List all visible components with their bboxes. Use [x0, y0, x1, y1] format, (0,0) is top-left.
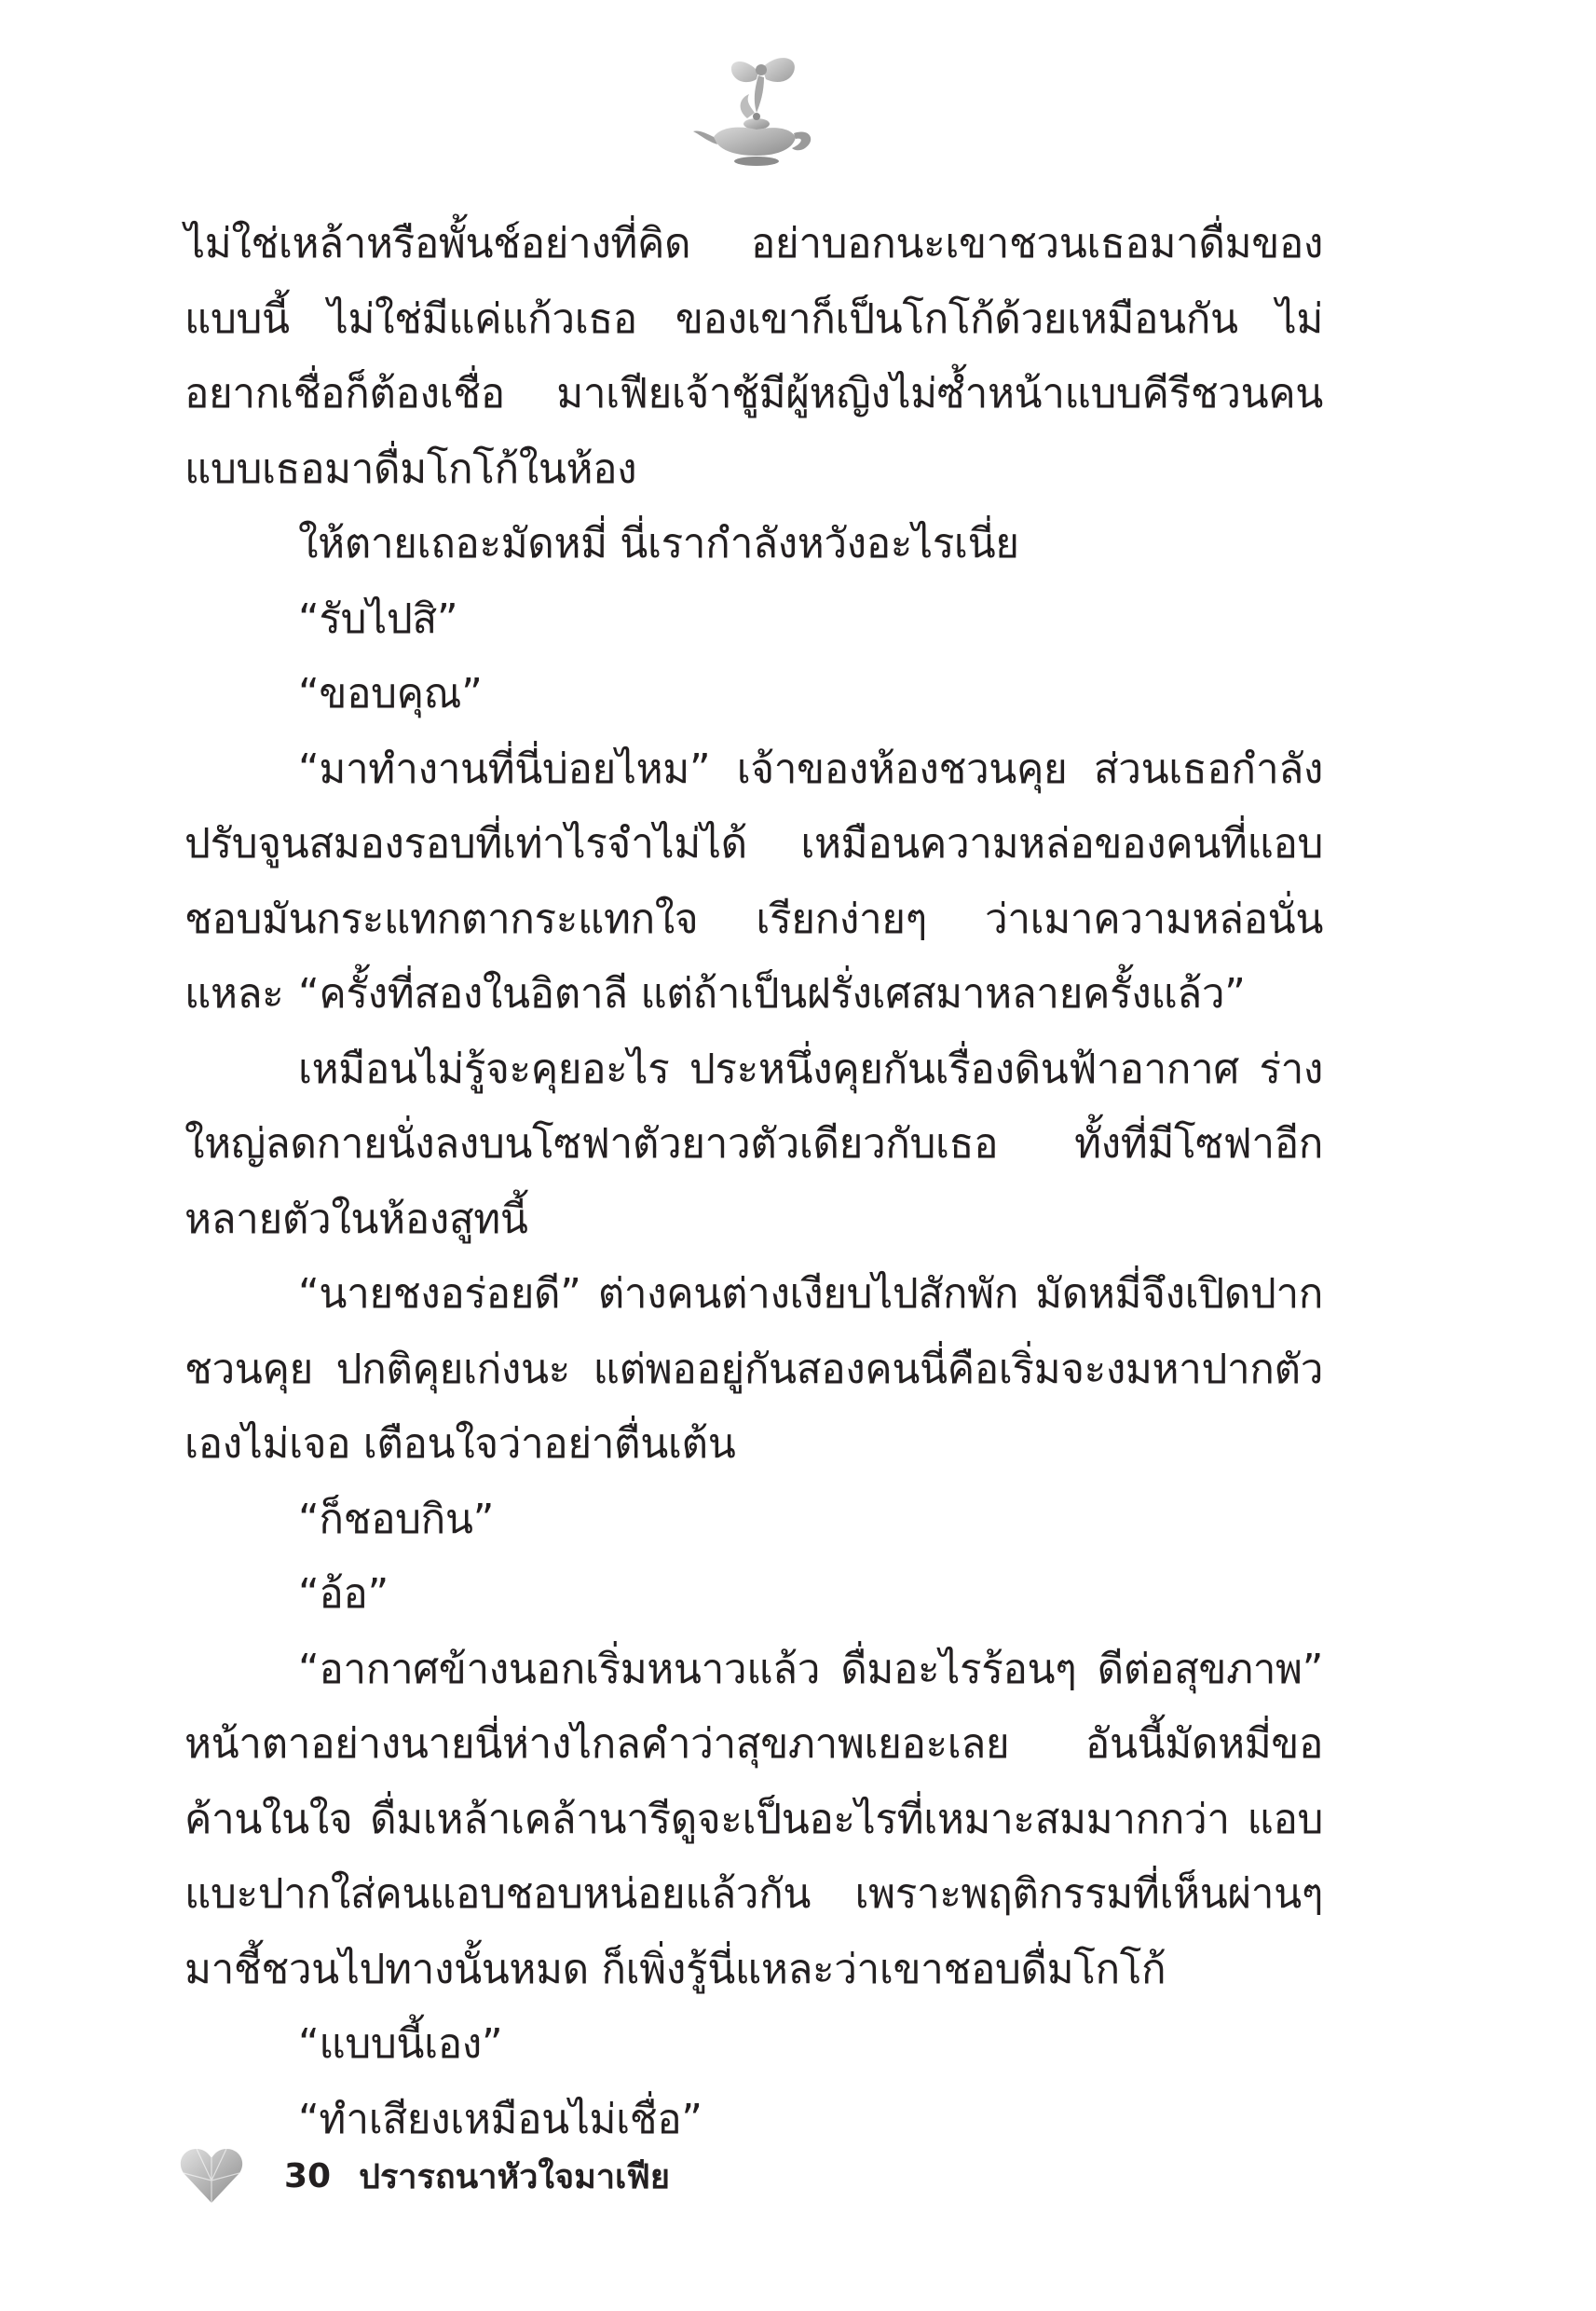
paragraph: “ก็ชอบกิน” — [298, 1495, 494, 1543]
paragraph: “ขอบคุณ” — [298, 670, 483, 718]
paragraph: “อ้อ” — [298, 1570, 389, 1618]
page-number: 30 — [284, 2156, 332, 2195]
paragraph: “อากาศข้างนอกเริ่มหนาวแล้ว ดื่มอะไรร้อนๆ ดีต่อสุขภาพ” หน้าตาอย่างนายนี่ห่างไกลคำว่าสุขภาพเยอะเลย อันนี้มัดหมี่ขอค้านในใจ ดื่มเหล้าเคล้านารีดูจะเป็นอะไรที่เหมาะสมมากกว่า แอบแบะปากใส่คนแอบชอบหน่อยแล้วกัน เพราะพฤติกรรมที่เห็นผ่านๆ มาชี้ชวนไปทางนั้นหมด ก็เพิ่งรู้นี่แหละว่าเขาชอบดื่มโกโก้ — [184, 1645, 1323, 1993]
paragraph: “มาทำงานที่นี่บ่อยไหม” เจ้าของห้องชวนคุย ส่วนเธอกำลังปรับจูนสมองรอบที่เท่าไรจำไม่ได้ เหมือนความหล่อของคนที่แอบชอบมันกระแทกตากระแทกใจ เรียกง่ายๆ ว่าเมาความหล่อนั่นแหละ — [184, 745, 1323, 1018]
genie-lamp-ornament-icon — [689, 51, 820, 172]
page-footer — [180, 2143, 670, 2208]
paragraph: “ทำเสียงเหมือนไม่เชื่อ” — [298, 2095, 703, 2143]
paragraph: “แบบนี้เอง” — [298, 2020, 503, 2068]
book-title: ปรารถนาหัวใจมาเฟีย — [359, 2157, 670, 2196]
paragraph: ให้ตายเถอะมัดหมี่ นี่เรากำลังหวังอะไรเนี่ย — [298, 520, 1019, 567]
paragraph: “นายชงอร่อยดี” ต่างคนต่างเงียบไปสักพัก มัดหมี่จึงเปิดปากชวนคุย ปกติคุยเก่งนะ แต่พออยู่กันสองคนนี่คือเริ่มจะงมหาปากตัวเองไม่เจอ เตือนใจว่าอย่าตื่นเต้น — [184, 1270, 1323, 1468]
body-text — [184, 207, 1323, 2157]
heart-icon — [180, 2147, 243, 2205]
paragraph: เหมือนไม่รู้จะคุยอะไร ประหนึ่งคุยกันเรื่องดินฟ้าอากาศ ร่างใหญ่ลดกายนั่งลงบนโซฟาตัวยาวตัวเดียวกับเธอ ทั้งที่มีโซฟาอีกหลายตัวในห้องสูทนี้ — [184, 1045, 1323, 1243]
paragraph: “ครั้งที่สองในอิตาลี แต่ถ้าเป็นฝรั่งเศสมาหลายครั้งแล้ว” — [298, 970, 1246, 1018]
paragraph: ไม่ใช่เหล้าหรือพั้นช์อย่างที่คิด อย่าบอกนะเขาชวนเธอมาดื่มของแบบนี้ ไม่ใช่มีแค่แก้วเธอ ของเขาก็เป็นโกโก้ด้วยเหมือนกัน ไม่อยากเชื่อก็ต้องเชื่อ มาเฟียเจ้าชู้มีผู้หญิงไม่ซ้ำหน้าแบบคีรีชวนคนแบบเธอมาดื่มโกโก้ในห้อง — [184, 220, 1323, 493]
paragraph: “รับไปสิ” — [298, 595, 458, 643]
